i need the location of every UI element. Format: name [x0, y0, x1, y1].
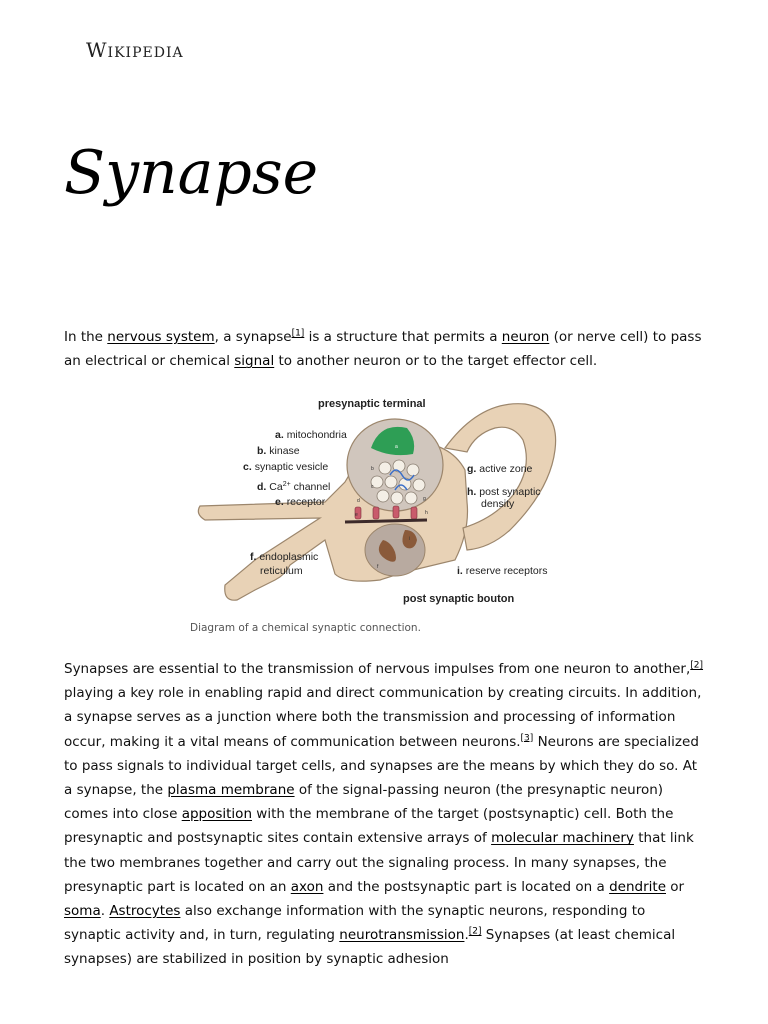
reference-2-link[interactable]: [2] [690, 660, 704, 671]
wikipedia-logo[interactable]: Wikipedia [86, 38, 184, 62]
reference-3[interactable] [521, 733, 534, 743]
label-d: d. $Ca^{2+}$ channel [257, 481, 331, 493]
diagram-marker: d [357, 498, 360, 504]
link-molecular-machinery[interactable]: molecular machinery [491, 830, 634, 847]
body-text: or [666, 878, 685, 895]
body-text: playing a key role in enabling rapid and direct communication by creating circuits. In addition, a synapse serves as a junction where both the transmission and processing of information occur, making it a vital means of communication between neurons. [64, 685, 702, 750]
diagram-marker: i [409, 536, 411, 542]
label-e: e. receptor [275, 496, 326, 508]
label-c: c. synaptic vesicle [243, 461, 329, 473]
link-astrocytes[interactable]: Astrocytes [109, 903, 181, 920]
link-neurotransmission[interactable]: neurotransmission [339, 927, 465, 944]
diagram-marker: b [371, 466, 374, 472]
reference-1[interactable] [292, 329, 305, 339]
intro-text: , a synapse [214, 329, 292, 345]
figure-caption: Diagram of a chemical synaptic connection. [190, 622, 421, 634]
postsynaptic-density [345, 520, 427, 522]
label-b: b. kinase [257, 445, 300, 457]
diagram-marker: a [395, 444, 398, 450]
label-f-cont: reticulum [260, 565, 303, 577]
intro-text: (or nerve cell) to pass an electrical or chemical [64, 329, 702, 370]
intro-text: to another neuron or to the target effector cell. [274, 353, 598, 370]
body-text: with the membrane of the target (postsynaptic) cell. Both the presynaptic and postsynaptic sites contain extensive arrays of [64, 806, 674, 847]
reference-2[interactable] [690, 661, 703, 671]
diagram-marker: f [377, 564, 379, 570]
body-text: and the postsynaptic part is located on a [323, 878, 610, 895]
link-apposition[interactable]: apposition [181, 806, 253, 823]
intro-text: is a structure that permits a [304, 329, 502, 345]
body-text: Synapses (at least chemical synapses) are stabilized in position by synaptic adhesion [64, 927, 676, 968]
link-nervous-system[interactable]: nervous system [107, 329, 215, 345]
reference-2b[interactable] [469, 927, 482, 937]
body-text: . [100, 903, 110, 920]
page-title: Synapse [64, 138, 319, 208]
label-a: a. mitochondria [275, 429, 347, 441]
body-text: Synapses are essential to the transmission of nervous impulses from one neuron to another, [64, 661, 691, 677]
label-i: i. reserve receptors [457, 565, 548, 577]
body-text: that link the two membranes together and carry out the signaling process. In many synapses, the presynaptic part is located on an [64, 830, 694, 895]
diagram-marker: h [425, 510, 428, 516]
label-f: f. endoplasmic [250, 551, 319, 563]
label-h: h. post synaptic [467, 486, 541, 498]
label-post-synaptic-bouton: post synaptic bouton [403, 593, 515, 605]
link-axon[interactable]: axon [290, 878, 324, 895]
link-soma[interactable]: soma [64, 903, 101, 920]
diagram-marker: g [423, 496, 426, 502]
label-g: g. active zone [467, 463, 533, 475]
body-text: also exchange information with the synaptic neurons, responding to synaptic activity and, in turn, regulating [64, 903, 646, 944]
diagram-marker: e [355, 512, 358, 518]
postsynaptic-bouton-shape [365, 524, 425, 576]
link-neuron[interactable]: neuron [501, 329, 550, 345]
reference-2b-link[interactable]: [2] [468, 926, 482, 937]
body-paragraph [64, 657, 706, 972]
link-plasma-membrane[interactable]: plasma membrane [167, 782, 295, 799]
reference-1-link[interactable]: [1] [291, 328, 305, 339]
link-dendrite[interactable]: dendrite [609, 878, 666, 895]
intro-paragraph [64, 325, 706, 373]
body-text: Neurons are specialized to pass signals to individual target cells, and synapses are the means by which they do so. At a synapse, the [64, 733, 699, 799]
intro-text: In the [64, 329, 108, 345]
label-h-cont: density [481, 498, 515, 510]
body-text: . [464, 927, 469, 944]
link-signal[interactable]: signal [234, 353, 275, 370]
diagram-marker: c [371, 484, 374, 490]
synapse-diagram[interactable] [195, 390, 565, 615]
reference-3-link[interactable]: [3] [520, 733, 534, 744]
label-presynaptic-terminal: presynaptic terminal [318, 398, 426, 410]
body-text: of the signal-passing neuron (the presynaptic neuron) comes into close [64, 782, 664, 823]
